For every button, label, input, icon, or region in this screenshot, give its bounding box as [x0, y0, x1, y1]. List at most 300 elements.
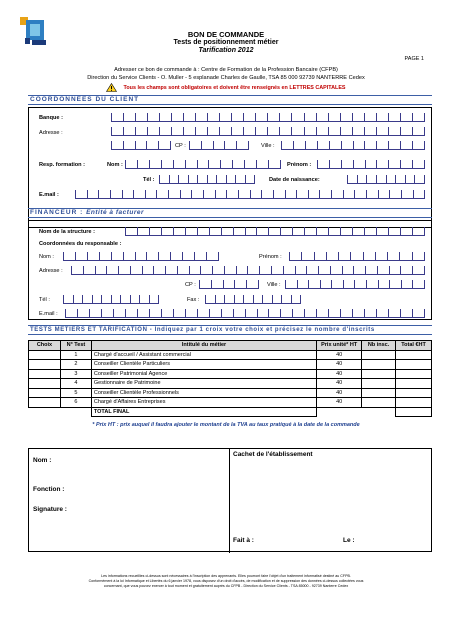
- char-cell[interactable]: [194, 252, 206, 261]
- char-cell[interactable]: [364, 227, 376, 236]
- char-cell[interactable]: [280, 227, 292, 236]
- char-cell[interactable]: [159, 113, 171, 122]
- payer-email-field[interactable]: [65, 309, 425, 318]
- char-cell[interactable]: [412, 280, 425, 289]
- char-cell[interactable]: [357, 175, 367, 184]
- char-cell[interactable]: [142, 266, 154, 275]
- char-cell[interactable]: [201, 141, 213, 150]
- grand-total-cell[interactable]: [396, 407, 432, 417]
- char-cell[interactable]: [171, 127, 183, 136]
- char-cell[interactable]: [308, 280, 320, 289]
- char-cell[interactable]: [137, 227, 149, 236]
- char-cell[interactable]: [412, 252, 425, 261]
- char-cell[interactable]: [153, 266, 165, 275]
- char-cell[interactable]: [173, 227, 185, 236]
- resp-name-field[interactable]: [125, 160, 281, 169]
- char-cell[interactable]: [207, 127, 219, 136]
- resp-firstname-field[interactable]: [317, 160, 425, 169]
- place-label[interactable]: Fait à :: [233, 537, 254, 544]
- char-cell[interactable]: [243, 113, 255, 122]
- char-cell[interactable]: [412, 141, 425, 150]
- char-cell[interactable]: [207, 175, 217, 184]
- char-cell[interactable]: [255, 113, 267, 122]
- char-cell[interactable]: [366, 190, 378, 199]
- char-cell[interactable]: [106, 266, 118, 275]
- count-cell[interactable]: [362, 398, 396, 408]
- char-cell[interactable]: [388, 160, 400, 169]
- char-cell[interactable]: [111, 113, 123, 122]
- char-cell[interactable]: [177, 266, 189, 275]
- char-cell[interactable]: [400, 266, 412, 275]
- cp-field[interactable]: [189, 141, 249, 150]
- char-cell[interactable]: [215, 190, 227, 199]
- char-cell[interactable]: [135, 113, 147, 122]
- char-cell[interactable]: [147, 113, 159, 122]
- char-cell[interactable]: [376, 127, 388, 136]
- choice-cell[interactable]: [29, 388, 61, 398]
- payer-cp-field[interactable]: [199, 280, 259, 289]
- char-cell[interactable]: [161, 309, 173, 318]
- address-field[interactable]: [111, 127, 425, 136]
- char-cell[interactable]: [211, 280, 223, 289]
- char-cell[interactable]: [123, 127, 135, 136]
- char-cell[interactable]: [213, 141, 225, 150]
- char-cell[interactable]: [165, 266, 177, 275]
- char-cell[interactable]: [376, 141, 388, 150]
- char-cell[interactable]: [146, 252, 158, 261]
- char-cell[interactable]: [329, 141, 341, 150]
- char-cell[interactable]: [296, 190, 308, 199]
- char-cell[interactable]: [293, 141, 305, 150]
- char-cell[interactable]: [281, 141, 293, 150]
- char-cell[interactable]: [231, 113, 243, 122]
- char-cell[interactable]: [168, 190, 180, 199]
- char-cell[interactable]: [400, 113, 412, 122]
- payer-city-field[interactable]: [285, 280, 425, 289]
- char-cell[interactable]: [400, 141, 412, 150]
- char-cell[interactable]: [376, 309, 388, 318]
- char-cell[interactable]: [352, 127, 364, 136]
- total-cell[interactable]: [396, 360, 432, 370]
- count-cell[interactable]: [362, 369, 396, 379]
- char-cell[interactable]: [233, 227, 245, 236]
- birthdate-field[interactable]: [347, 175, 425, 184]
- char-cell[interactable]: [412, 266, 425, 275]
- char-cell[interactable]: [125, 309, 137, 318]
- char-cell[interactable]: [135, 252, 147, 261]
- char-cell[interactable]: [353, 141, 365, 150]
- char-cell[interactable]: [123, 252, 135, 261]
- char-cell[interactable]: [308, 190, 320, 199]
- char-cell[interactable]: [328, 113, 340, 122]
- char-cell[interactable]: [118, 266, 130, 275]
- char-cell[interactable]: [366, 175, 376, 184]
- char-cell[interactable]: [173, 309, 185, 318]
- char-cell[interactable]: [65, 309, 77, 318]
- char-cell[interactable]: [135, 127, 147, 136]
- char-cell[interactable]: [316, 127, 328, 136]
- char-cell[interactable]: [378, 280, 390, 289]
- char-cell[interactable]: [171, 113, 183, 122]
- char-cell[interactable]: [413, 190, 426, 199]
- char-cell[interactable]: [146, 141, 158, 150]
- char-cell[interactable]: [203, 190, 215, 199]
- char-cell[interactable]: [341, 141, 353, 150]
- char-cell[interactable]: [145, 190, 157, 199]
- char-cell[interactable]: [224, 141, 236, 150]
- char-cell[interactable]: [82, 295, 92, 304]
- char-cell[interactable]: [388, 309, 400, 318]
- char-cell[interactable]: [185, 309, 197, 318]
- char-cell[interactable]: [98, 190, 110, 199]
- choice-cell[interactable]: [29, 360, 61, 370]
- char-cell[interactable]: [173, 160, 185, 169]
- char-cell[interactable]: [133, 190, 145, 199]
- char-cell[interactable]: [189, 266, 201, 275]
- char-cell[interactable]: [236, 141, 249, 150]
- char-cell[interactable]: [316, 227, 328, 236]
- char-cell[interactable]: [226, 175, 236, 184]
- char-cell[interactable]: [364, 127, 376, 136]
- char-cell[interactable]: [200, 266, 212, 275]
- char-cell[interactable]: [364, 113, 376, 122]
- char-cell[interactable]: [347, 175, 357, 184]
- char-cell[interactable]: [388, 141, 400, 150]
- char-cell[interactable]: [267, 113, 279, 122]
- char-cell[interactable]: [376, 113, 388, 122]
- char-cell[interactable]: [283, 266, 295, 275]
- char-cell[interactable]: [89, 309, 101, 318]
- char-cell[interactable]: [111, 127, 123, 136]
- char-cell[interactable]: [209, 309, 221, 318]
- char-cell[interactable]: [340, 227, 352, 236]
- char-cell[interactable]: [268, 309, 280, 318]
- char-cell[interactable]: [318, 266, 330, 275]
- char-cell[interactable]: [219, 127, 231, 136]
- char-cell[interactable]: [363, 252, 375, 261]
- char-cell[interactable]: [220, 160, 232, 169]
- char-cell[interactable]: [101, 309, 113, 318]
- char-cell[interactable]: [304, 127, 316, 136]
- char-cell[interactable]: [183, 127, 195, 136]
- char-cell[interactable]: [87, 190, 99, 199]
- char-cell[interactable]: [137, 309, 149, 318]
- count-cell[interactable]: [362, 360, 396, 370]
- char-cell[interactable]: [182, 252, 194, 261]
- char-cell[interactable]: [273, 190, 285, 199]
- char-cell[interactable]: [405, 175, 415, 184]
- char-cell[interactable]: [158, 252, 170, 261]
- char-cell[interactable]: [256, 227, 268, 236]
- payer-phone-field[interactable]: [63, 295, 159, 304]
- char-cell[interactable]: [401, 190, 413, 199]
- char-cell[interactable]: [306, 266, 318, 275]
- char-cell[interactable]: [412, 160, 425, 169]
- char-cell[interactable]: [352, 227, 364, 236]
- char-cell[interactable]: [320, 280, 332, 289]
- char-cell[interactable]: [212, 266, 224, 275]
- char-cell[interactable]: [243, 127, 255, 136]
- char-cell[interactable]: [330, 266, 342, 275]
- count-cell[interactable]: [362, 388, 396, 398]
- char-cell[interactable]: [305, 141, 317, 150]
- char-cell[interactable]: [279, 113, 291, 122]
- char-cell[interactable]: [401, 280, 413, 289]
- count-cell[interactable]: [362, 379, 396, 389]
- char-cell[interactable]: [291, 113, 303, 122]
- choice-cell[interactable]: [29, 369, 61, 379]
- char-cell[interactable]: [376, 175, 386, 184]
- char-cell[interactable]: [343, 190, 355, 199]
- payer-firstname-field[interactable]: [289, 252, 425, 261]
- char-cell[interactable]: [279, 127, 291, 136]
- char-cell[interactable]: [376, 227, 388, 236]
- char-cell[interactable]: [238, 190, 250, 199]
- char-cell[interactable]: [209, 227, 221, 236]
- char-cell[interactable]: [328, 127, 340, 136]
- char-cell[interactable]: [400, 309, 412, 318]
- char-cell[interactable]: [388, 113, 400, 122]
- char-cell[interactable]: [338, 252, 350, 261]
- char-cell[interactable]: [123, 113, 135, 122]
- char-cell[interactable]: [350, 252, 362, 261]
- char-cell[interactable]: [83, 266, 95, 275]
- char-cell[interactable]: [99, 252, 111, 261]
- char-cell[interactable]: [261, 190, 273, 199]
- phone-field[interactable]: [159, 175, 255, 184]
- char-cell[interactable]: [256, 160, 268, 169]
- char-cell[interactable]: [412, 127, 425, 136]
- char-cell[interactable]: [262, 295, 272, 304]
- char-cell[interactable]: [208, 160, 220, 169]
- char-cell[interactable]: [388, 127, 400, 136]
- total-cell[interactable]: [396, 379, 432, 389]
- char-cell[interactable]: [253, 295, 263, 304]
- char-cell[interactable]: [77, 309, 89, 318]
- char-cell[interactable]: [169, 175, 179, 184]
- char-cell[interactable]: [139, 295, 149, 304]
- char-cell[interactable]: [366, 280, 378, 289]
- char-cell[interactable]: [231, 127, 243, 136]
- char-cell[interactable]: [354, 280, 366, 289]
- char-cell[interactable]: [206, 252, 219, 261]
- date-label[interactable]: Le :: [343, 537, 355, 544]
- char-cell[interactable]: [314, 252, 326, 261]
- char-cell[interactable]: [216, 175, 226, 184]
- char-cell[interactable]: [137, 160, 149, 169]
- char-cell[interactable]: [245, 227, 257, 236]
- char-cell[interactable]: [75, 252, 87, 261]
- char-cell[interactable]: [125, 160, 137, 169]
- char-cell[interactable]: [120, 295, 130, 304]
- char-cell[interactable]: [111, 295, 121, 304]
- char-cell[interactable]: [149, 227, 161, 236]
- char-cell[interactable]: [280, 309, 292, 318]
- char-cell[interactable]: [161, 227, 173, 236]
- char-cell[interactable]: [234, 280, 246, 289]
- char-cell[interactable]: [195, 113, 207, 122]
- char-cell[interactable]: [226, 190, 238, 199]
- char-cell[interactable]: [295, 266, 307, 275]
- char-cell[interactable]: [149, 295, 160, 304]
- char-cell[interactable]: [159, 175, 169, 184]
- char-cell[interactable]: [63, 252, 75, 261]
- char-cell[interactable]: [125, 227, 137, 236]
- char-cell[interactable]: [375, 252, 387, 261]
- char-cell[interactable]: [340, 113, 352, 122]
- char-cell[interactable]: [343, 280, 355, 289]
- char-cell[interactable]: [158, 141, 171, 150]
- char-cell[interactable]: [364, 141, 376, 150]
- char-cell[interactable]: [326, 252, 338, 261]
- char-cell[interactable]: [317, 141, 329, 150]
- char-cell[interactable]: [95, 266, 107, 275]
- char-cell[interactable]: [147, 127, 159, 136]
- char-cell[interactable]: [245, 175, 256, 184]
- city-field[interactable]: [281, 141, 425, 150]
- char-cell[interactable]: [197, 227, 209, 236]
- structure-field[interactable]: [125, 227, 425, 236]
- char-cell[interactable]: [316, 113, 328, 122]
- total-cell[interactable]: [396, 350, 432, 360]
- char-cell[interactable]: [73, 295, 83, 304]
- char-cell[interactable]: [414, 175, 425, 184]
- char-cell[interactable]: [281, 295, 291, 304]
- char-cell[interactable]: [304, 113, 316, 122]
- count-cell[interactable]: [362, 350, 396, 360]
- char-cell[interactable]: [400, 127, 412, 136]
- char-cell[interactable]: [110, 190, 122, 199]
- char-cell[interactable]: [340, 127, 352, 136]
- char-cell[interactable]: [259, 266, 271, 275]
- char-cell[interactable]: [224, 266, 236, 275]
- char-cell[interactable]: [205, 295, 215, 304]
- char-cell[interactable]: [149, 309, 161, 318]
- char-cell[interactable]: [236, 266, 248, 275]
- char-cell[interactable]: [199, 280, 211, 289]
- char-cell[interactable]: [197, 160, 209, 169]
- char-cell[interactable]: [389, 190, 401, 199]
- char-cell[interactable]: [267, 127, 279, 136]
- char-cell[interactable]: [331, 280, 343, 289]
- char-cell[interactable]: [243, 295, 253, 304]
- char-cell[interactable]: [399, 252, 411, 261]
- char-cell[interactable]: [389, 266, 401, 275]
- char-cell[interactable]: [130, 295, 140, 304]
- char-cell[interactable]: [197, 175, 207, 184]
- char-cell[interactable]: [233, 309, 245, 318]
- char-cell[interactable]: [352, 113, 364, 122]
- payer-address-field[interactable]: [71, 266, 425, 275]
- char-cell[interactable]: [353, 266, 365, 275]
- char-cell[interactable]: [223, 280, 235, 289]
- address-line2-field[interactable]: [111, 141, 171, 150]
- total-cell[interactable]: [396, 388, 432, 398]
- char-cell[interactable]: [257, 309, 269, 318]
- char-cell[interactable]: [412, 227, 425, 236]
- total-cell[interactable]: [396, 369, 432, 379]
- choice-cell[interactable]: [29, 398, 61, 408]
- char-cell[interactable]: [92, 295, 102, 304]
- char-cell[interactable]: [161, 160, 173, 169]
- char-cell[interactable]: [304, 227, 316, 236]
- choice-cell[interactable]: [29, 379, 61, 389]
- char-cell[interactable]: [247, 266, 259, 275]
- char-cell[interactable]: [297, 280, 309, 289]
- sig-signature-label[interactable]: Signature :: [33, 506, 67, 513]
- char-cell[interactable]: [304, 309, 316, 318]
- email-field[interactable]: [75, 190, 425, 199]
- char-cell[interactable]: [111, 252, 123, 261]
- char-cell[interactable]: [219, 113, 231, 122]
- char-cell[interactable]: [135, 141, 147, 150]
- char-cell[interactable]: [365, 266, 377, 275]
- payer-fax-field[interactable]: [205, 295, 301, 304]
- char-cell[interactable]: [388, 227, 400, 236]
- payer-name-field[interactable]: [63, 252, 219, 261]
- char-cell[interactable]: [234, 295, 244, 304]
- char-cell[interactable]: [189, 141, 201, 150]
- char-cell[interactable]: [289, 252, 301, 261]
- char-cell[interactable]: [364, 309, 376, 318]
- char-cell[interactable]: [221, 309, 233, 318]
- char-cell[interactable]: [377, 266, 389, 275]
- char-cell[interactable]: [149, 160, 161, 169]
- char-cell[interactable]: [197, 309, 209, 318]
- char-cell[interactable]: [328, 309, 340, 318]
- char-cell[interactable]: [285, 190, 297, 199]
- char-cell[interactable]: [271, 266, 283, 275]
- char-cell[interactable]: [195, 127, 207, 136]
- char-cell[interactable]: [185, 160, 197, 169]
- char-cell[interactable]: [292, 309, 304, 318]
- char-cell[interactable]: [291, 127, 303, 136]
- char-cell[interactable]: [180, 190, 192, 199]
- char-cell[interactable]: [376, 160, 388, 169]
- char-cell[interactable]: [71, 266, 83, 275]
- char-cell[interactable]: [389, 280, 401, 289]
- char-cell[interactable]: [170, 252, 182, 261]
- char-cell[interactable]: [292, 227, 304, 236]
- char-cell[interactable]: [185, 227, 197, 236]
- char-cell[interactable]: [235, 175, 245, 184]
- char-cell[interactable]: [188, 175, 198, 184]
- char-cell[interactable]: [342, 266, 354, 275]
- char-cell[interactable]: [178, 175, 188, 184]
- choice-cell[interactable]: [29, 350, 61, 360]
- char-cell[interactable]: [291, 295, 302, 304]
- char-cell[interactable]: [156, 190, 168, 199]
- char-cell[interactable]: [331, 190, 343, 199]
- char-cell[interactable]: [75, 190, 87, 199]
- char-cell[interactable]: [101, 295, 111, 304]
- char-cell[interactable]: [395, 175, 405, 184]
- char-cell[interactable]: [122, 190, 134, 199]
- char-cell[interactable]: [268, 160, 281, 169]
- char-cell[interactable]: [191, 190, 203, 199]
- total-cell[interactable]: [396, 398, 432, 408]
- char-cell[interactable]: [301, 252, 313, 261]
- char-cell[interactable]: [159, 127, 171, 136]
- char-cell[interactable]: [232, 160, 244, 169]
- char-cell[interactable]: [111, 141, 123, 150]
- char-cell[interactable]: [328, 227, 340, 236]
- char-cell[interactable]: [63, 295, 73, 304]
- char-cell[interactable]: [341, 160, 353, 169]
- char-cell[interactable]: [87, 252, 99, 261]
- char-cell[interactable]: [353, 160, 365, 169]
- char-cell[interactable]: [113, 309, 125, 318]
